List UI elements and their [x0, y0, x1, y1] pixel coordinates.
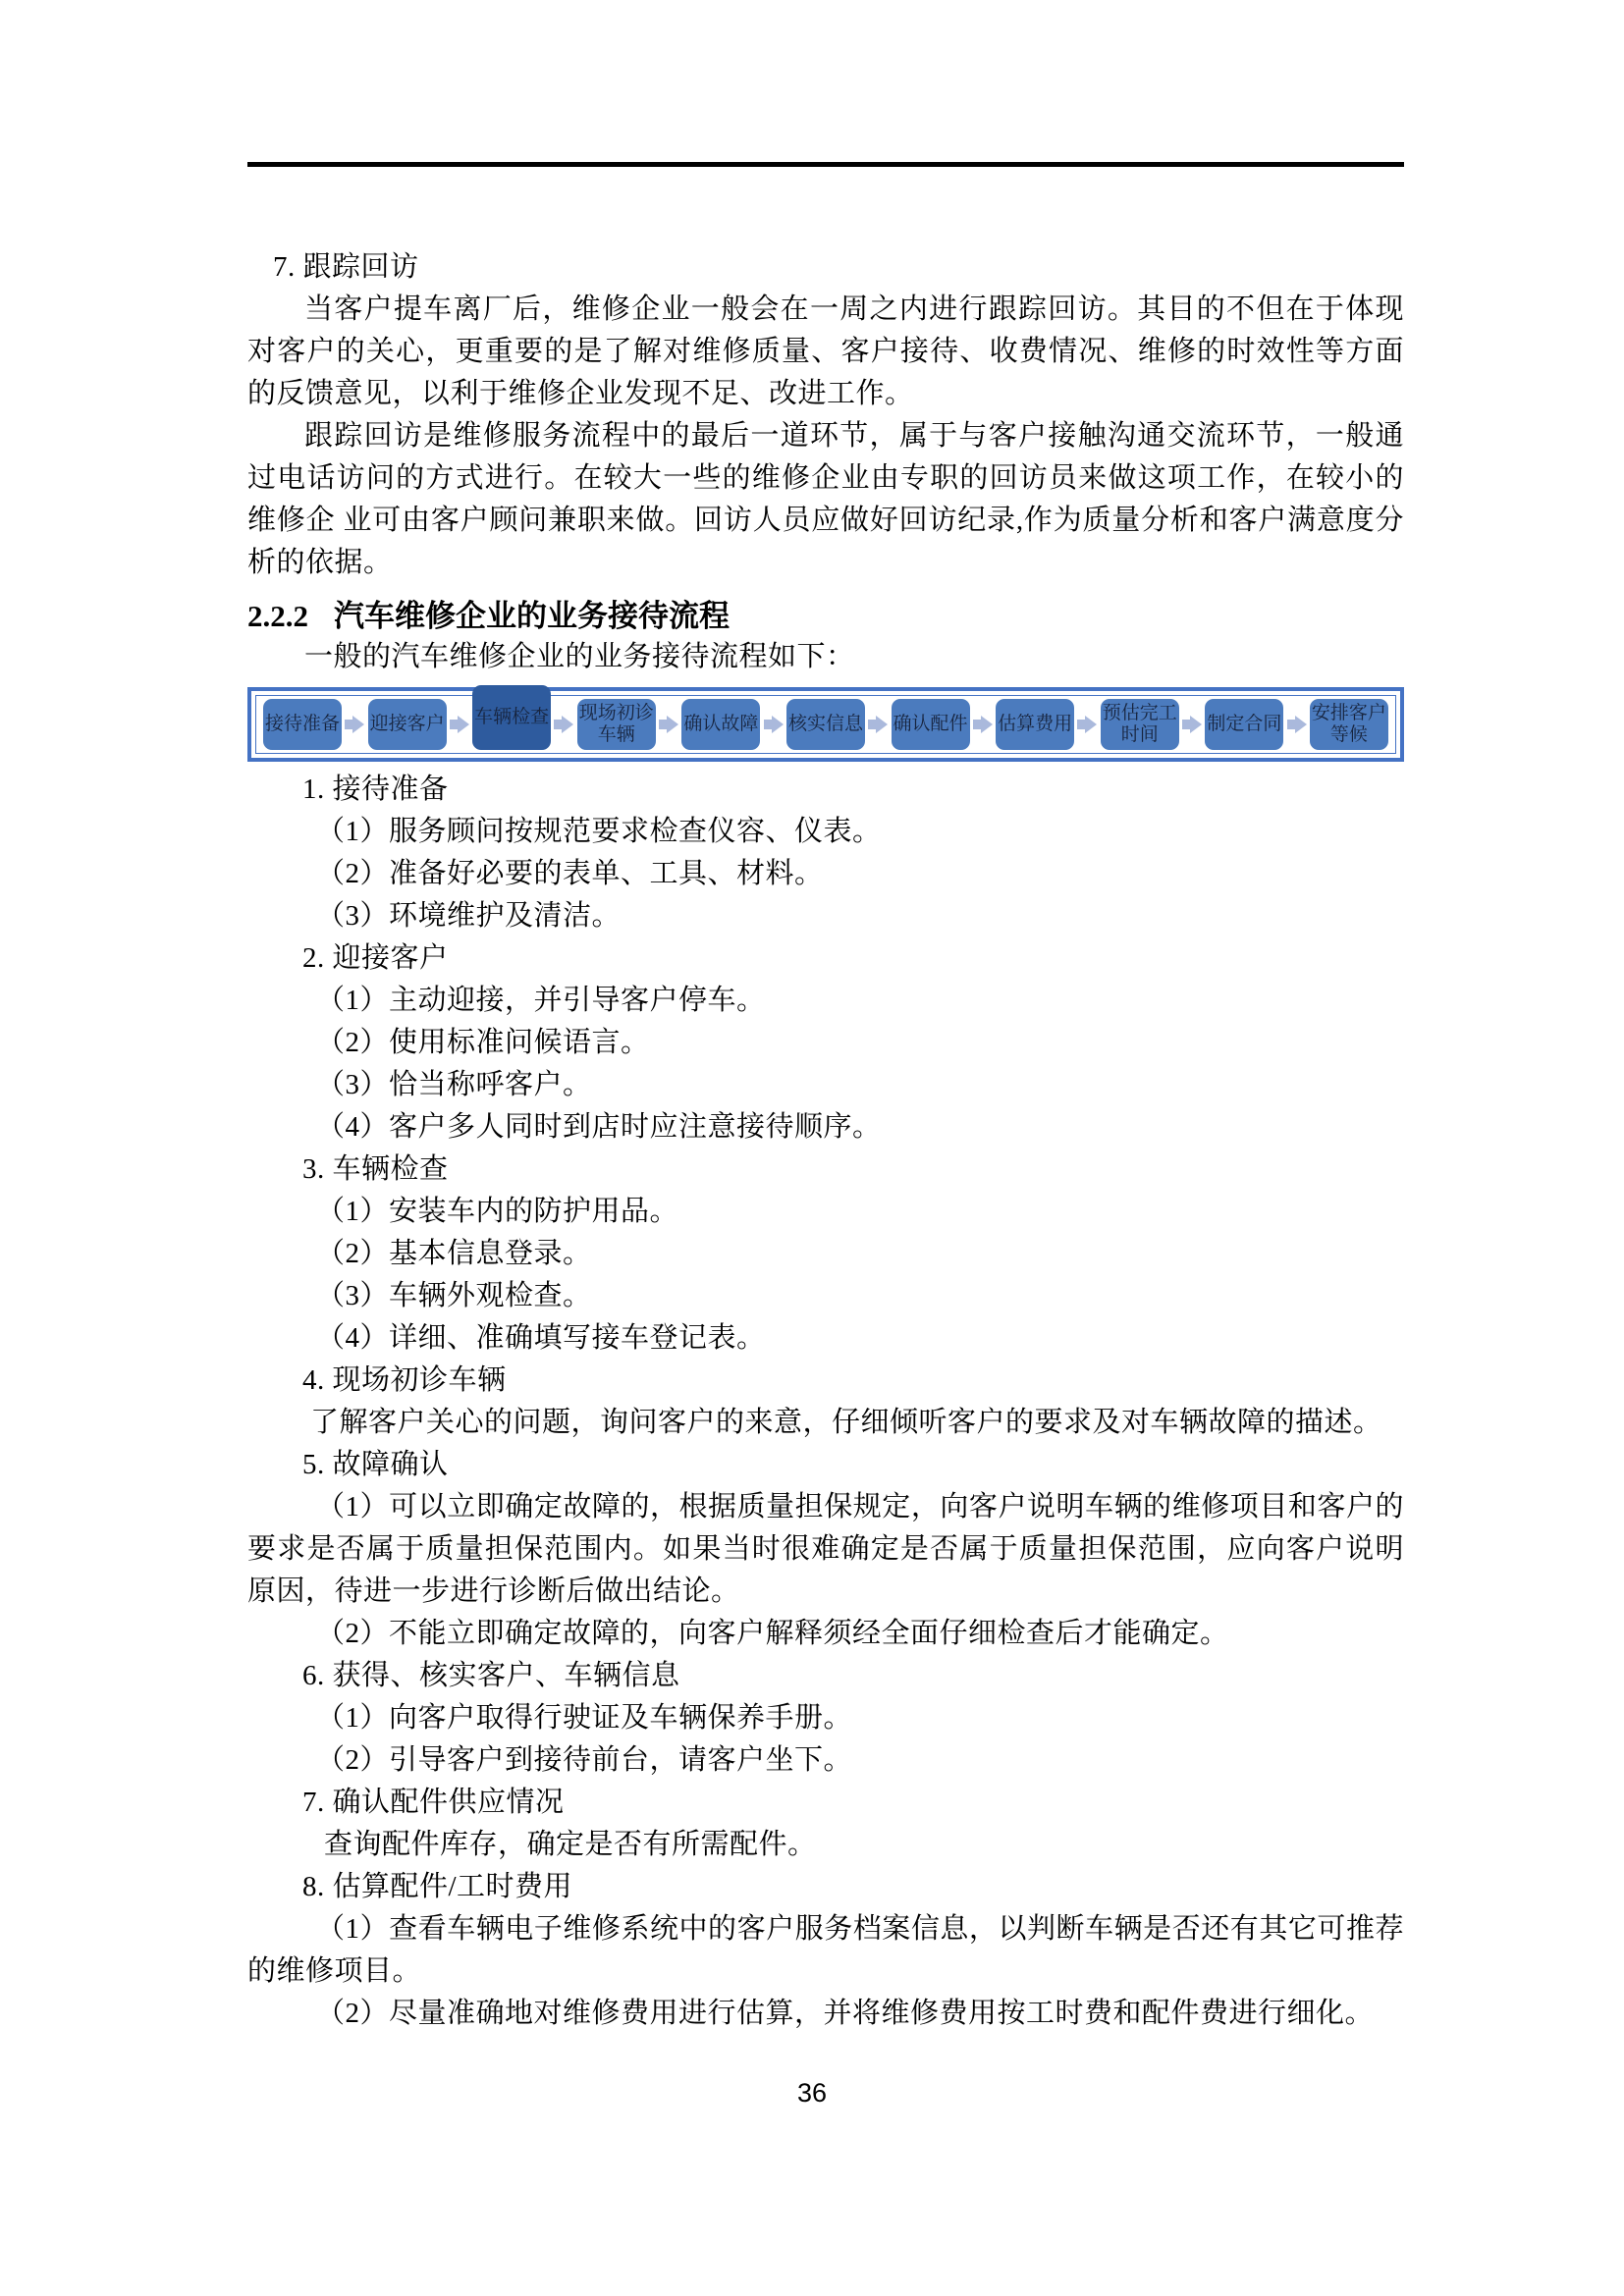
flow-arrow-icon — [447, 716, 473, 733]
flow-arrow-icon — [1179, 716, 1206, 733]
section-lead: 一般的汽车维修企业的业务接待流程如下： — [304, 641, 855, 672]
list-item: 8. 估算配件/工时费用 — [302, 1871, 573, 1902]
list-item: （2）基本信息登录。 — [316, 1238, 592, 1269]
list-item: 查询配件库存，确定是否有所需配件。 — [324, 1829, 817, 1860]
list-item: 3. 车辆检查 — [302, 1153, 449, 1185]
list-item: （1）向客户取得行驶证及车辆保养手册。 — [316, 1702, 853, 1734]
page-content — [247, 0, 1404, 2035]
list-item: （1）可以立即确定故障的，根据质量担保规定，向客户说明车辆的维修项目和客户的要求是否属于质量担保范围内。如果当时很难确定是否属于质量担保范围，应向客户说明原因，待进一步进行诊断后做出结论。 — [247, 1491, 1404, 1607]
list-item: （1）主动迎接，并引导客户停车。 — [316, 985, 766, 1016]
list-item: （2）引导客户到接待前台，请客户坐下。 — [316, 1744, 853, 1776]
flow-step-make-contract: 制定合同 — [1205, 699, 1283, 750]
list-item: （1）查看车辆电子维修系统中的客户服务档案信息，以判断车辆是否还有其它可推荐的维修项目。 — [247, 1913, 1404, 1987]
process-flowchart — [247, 687, 1404, 762]
section-number: 2.2.2 — [247, 599, 308, 633]
reception-steps-list — [247, 769, 1404, 2035]
list-item: （4）详细、准确填写接车登记表。 — [316, 1322, 766, 1354]
list-item: （2）使用标准问候语言。 — [316, 1027, 650, 1058]
flow-arrow-icon — [656, 716, 682, 733]
flow-step-greet-customer: 迎接客户 — [368, 699, 447, 750]
flow-arrow-icon — [342, 716, 368, 733]
list-item: （3）恰当称呼客户。 — [316, 1069, 592, 1100]
list-item: （3）环境维护及清洁。 — [316, 900, 622, 932]
list-item: （1）安装车内的防护用品。 — [316, 1196, 679, 1227]
list-item: 1. 接待准备 — [302, 774, 449, 805]
list-item: 7. 确认配件供应情况 — [302, 1787, 565, 1818]
flow-step-onsite-diagnosis: 现场初诊车辆 — [577, 699, 656, 750]
flow-step-arrange-customer-wait: 安排客户等候 — [1310, 699, 1388, 750]
list-item: （1）服务顾问按规范要求检查仪容、仪表。 — [316, 816, 882, 847]
page-number: 36 — [796, 2078, 828, 2108]
followup-paragraph-1: 当客户提车离厂后，维修企业一般会在一周之内进行跟踪回访。其目的不但在于体现对客户的关心，更重要的是了解对维修质量、客户接待、收费情况、维修的时效性等方面的反馈意见，以利于维修企业发现不足、改进工作。 — [247, 294, 1404, 409]
flow-arrow-icon — [865, 716, 892, 733]
flow-step-vehicle-check: 车辆检查 — [472, 685, 551, 750]
flow-step-estimate-completion-time: 预估完工时间 — [1101, 699, 1179, 750]
flow-arrow-icon — [1074, 716, 1101, 733]
list-item: 4. 现场初诊车辆 — [302, 1364, 507, 1396]
list-item: （2）尽量准确地对维修费用进行估算，并将维修费用按工时费和配件费进行细化。 — [316, 1998, 1375, 2029]
list-item: 了解客户关心的问题，询问客户的来意，仔细倾听客户的要求及对车辆故障的描述。 — [310, 1407, 1382, 1438]
flow-step-verify-info: 核实信息 — [786, 699, 865, 750]
flow-step-estimate-cost: 估算费用 — [996, 699, 1074, 750]
section-title: 汽车维修企业的业务接待流程 — [334, 599, 730, 633]
followup-paragraph-2: 跟踪回访是维修服务流程中的最后一道环节，属于与客户接触沟通交流环节，一般通过电话访问的方式进行。在较大一些的维修企业由专职的回访员来做这项工作，在较小的维修企 业可由客户顾问兼职来做。回访人员应做好回访纪录,作为质量分析和客户满意度分析的依据。 — [247, 420, 1404, 578]
list-item: （3）车辆外观检查。 — [316, 1280, 592, 1311]
list-item: （2）准备好必要的表单、工具、材料。 — [316, 858, 824, 889]
list-item: （2）不能立即确定故障的，向客户解释须经全面仔细检查后才能确定。 — [316, 1618, 1229, 1649]
list-item: 2. 迎接客户 — [302, 942, 449, 974]
section-heading — [247, 597, 1404, 636]
flow-arrow-icon — [970, 716, 997, 733]
list-item: 5. 故障确认 — [302, 1449, 449, 1480]
flow-step-confirm-parts: 确认配件 — [892, 699, 970, 750]
flow-step-reception-prep: 接待准备 — [263, 699, 342, 750]
item7-followup-title: 7. 跟踪回访 — [273, 251, 419, 283]
flow-arrow-icon — [1283, 716, 1310, 733]
flow-arrow-icon — [760, 716, 786, 733]
list-item: （4）客户多人同时到店时应注意接待顺序。 — [316, 1111, 882, 1143]
flow-step-confirm-fault: 确认故障 — [681, 699, 760, 750]
header-rule — [247, 162, 1404, 167]
list-item: 6. 获得、核实客户、车辆信息 — [302, 1660, 680, 1691]
flow-arrow-icon — [551, 716, 577, 733]
